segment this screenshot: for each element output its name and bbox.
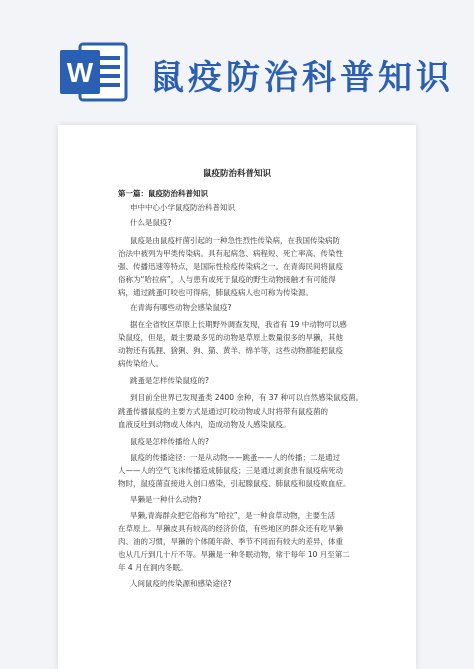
body-line: 人——人的空气飞沫传播造成肺鼠疫；三是通过剥食患有鼠疫病死动 — [118, 466, 343, 475]
banner-title: 鼠疫防治科普知识 — [150, 58, 454, 98]
part-heading: 第一篇：鼠疫防治科普知识 — [118, 189, 208, 198]
body-line: 申中中心小学鼠疫防治科普知识 — [130, 203, 235, 212]
body-line: 也从几斤到几十斤不等。旱獭是一种冬眠动物，常于每年 10 月至第二 — [118, 550, 350, 559]
body-line: 什么是鼠疫? — [130, 218, 172, 227]
document-page — [58, 125, 416, 669]
body-line: 在草原上。旱獭皮具有较高的经济价值，有些地区的群众还有吃旱獭 — [118, 524, 343, 533]
header-banner — [0, 0, 474, 125]
body-line: 鼠疫的传播途径：一是从动物——跳蚤——人的传播；二是通过 — [130, 453, 340, 462]
body-line: 病传染给人。 — [118, 359, 163, 368]
body-line: 跳蚤传播鼠疫的主要方式是通过叮咬动物或人时将带有鼠疫菌的 — [118, 407, 328, 416]
body-line: 跳蚤是怎样传染鼠疫的? — [130, 376, 209, 385]
body-line: 据在全省牧区草原上长期野外调查发现，我省有 19 中动物可以感 — [130, 320, 347, 329]
body-line: 在青海有哪些动物会感染鼠疫? — [130, 303, 232, 312]
word-document-icon — [58, 40, 130, 104]
body-line: 血液反吐到动物或人体内，造成动物及人感染鼠疫。 — [118, 420, 291, 429]
body-line: 物时，鼠疫菌直接进入创口感染，引起腺鼠疫、肺鼠疫和鼠疫败血症。 — [118, 479, 351, 488]
body-line: 染鼠疫，但是，最主要最多见的动物是草原上数量很多的旱獭，其他 — [118, 333, 343, 342]
body-line: 俗称为“哈拉病”，人与患有或死于鼠疫的野生动物接触才有可能得 — [118, 275, 336, 284]
body-line: 旱獭是一种什么动物? — [130, 495, 202, 504]
body-line: 年 4 月在洞内冬眠。 — [118, 563, 188, 572]
body-line: 到目前全世界已发现蚤类 2400 余种，有 37 种可以自然感染鼠疫菌。 — [130, 393, 364, 402]
body-line: 治法中被列为甲类传染病。具有起病急、病程短、死亡率高、传染性 — [118, 249, 343, 258]
body-line: 人间鼠疫的传染源和感染途径? — [130, 579, 232, 588]
body-line: 旱獭,青海群众把它俗称为“哈拉”，是一种食草动物，主要生活 — [130, 511, 336, 520]
logo-letter: W — [66, 57, 94, 88]
body-line: 肉、油的习惯，旱獭的个体随年龄、季节不同而有较大的差异，体重 — [118, 537, 343, 546]
body-line: 动物还有狐狸、猞猁、狗、猫、黄羊、绵羊等，这些动物都能把鼠疫 — [118, 346, 343, 355]
body-line: 病，通过跳蚤叮咬也可得病，肺鼠疫病人也可称为传染源。 — [118, 288, 313, 297]
body-line: 强、传播迅速等特点，是国际性检疫传染病之一。在青海民间将鼠疫 — [118, 262, 343, 271]
document-title: 鼠疫防治科普知识 — [202, 169, 271, 179]
body-line: 鼠疫是由鼠疫杆菌引起的一种急性烈性传染病，在我国传染病防 — [130, 236, 340, 245]
body-line: 鼠疫是怎样传播给人的? — [130, 437, 209, 446]
